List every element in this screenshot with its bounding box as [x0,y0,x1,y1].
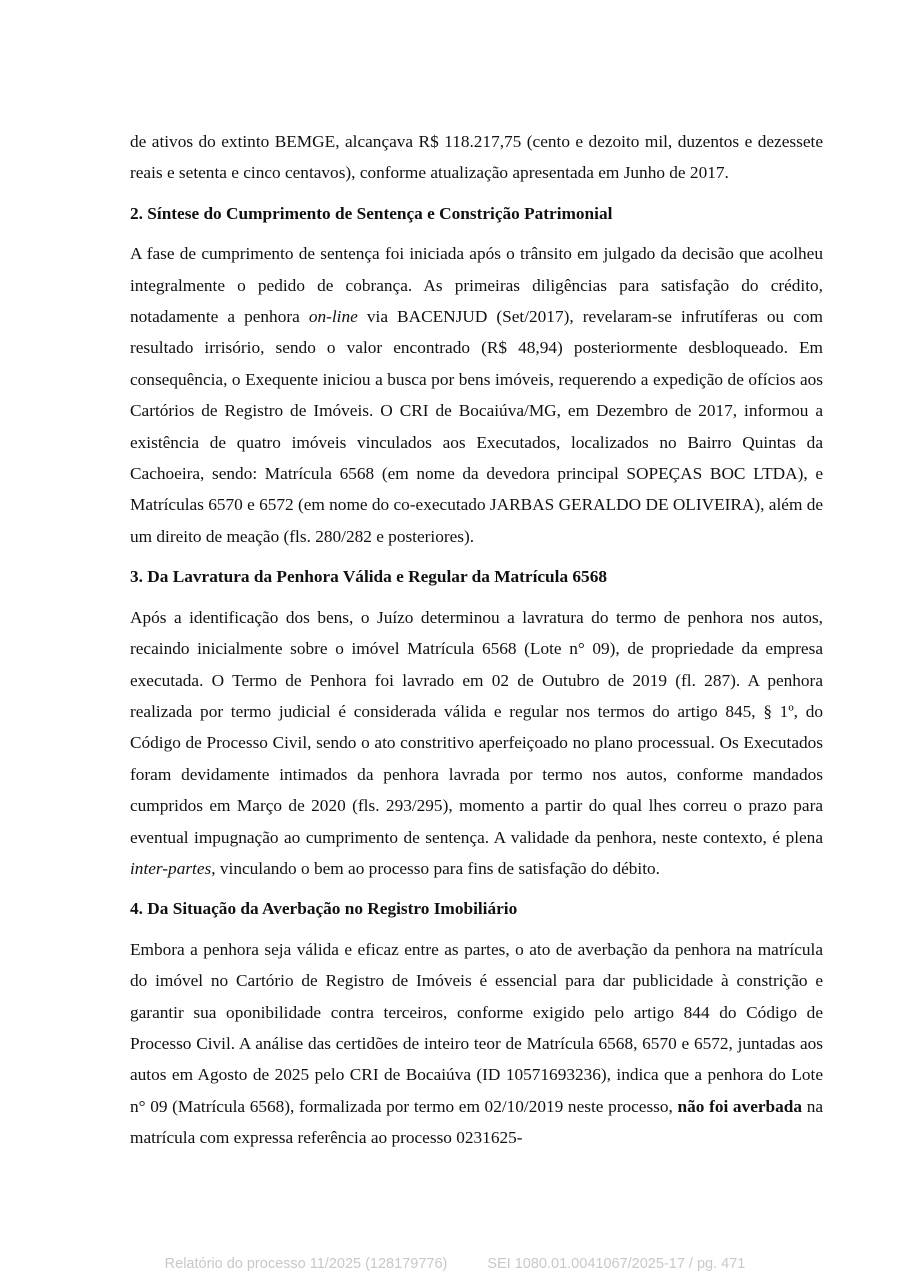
paragraph-4-text-b: na matrícula com expressa referência ao processo 0231625- [130,1096,824,1148]
paragraph-2-text-a: A fase de cumprimento de sentença foi iniciada após o trânsito em julgado da decisão que acolheu integralmente o pedido de cobrança. As primeiras diligências para satisfação do crédito, notadamente a penhora [130,244,823,327]
paragraph-1 [130,126,823,189]
paragraph-3-text-b: , vinculando o bem ao processo para fins de satisfação do débito. [211,858,660,878]
document-body [130,126,823,1163]
paragraph-3-text-a: Após a identificação dos bens, o Juízo determinou a lavratura do termo de penhora nos autos, recaindo inicialmente sobre o imóvel Matrícula 6568 (Lote n° 09), de propriedade da empresa executada. O Termo de Penhora foi lavrado em 02 de Outubro de 2019 (fl. 287). A penhora realizada por termo judicial é considerada válida e regular nos termos do artigo 845, § 1º, do Código de Processo Civil, sendo o ato constritivo aperfeiçoado no plano processual. Os Executados foram devidamente intimados da penhora lavrada por termo nos autos, conforme mandados cumpridos em Março de 2020 (fls. 293/295), momento a partir do qual lhes correu o prazo para eventual impugnação ao cumprimento de sentença. A validade da penhora, neste contexto, é plena [130,607,823,847]
paragraph-2-italic: on-line [308,307,358,327]
section-heading-2: 2. Síntese do Cumprimento de Sentença e Constrição Patrimonial [130,203,613,223]
paragraph-4-bold: não foi averbada [677,1096,803,1116]
paragraph-4 [130,934,823,1154]
paragraph-1-text: de ativos do extinto BEMGE, alcançava R$ 118.217,75 (cento e dezoito mil, duzentos e dezessete reais e setenta e cinco centavos), conforme atualização apresentada em Junho de 2017. [130,132,823,183]
paragraph-2 [130,238,823,552]
section-heading-3: 3. Da Lavratura da Penhora Válida e Regular da Matrícula 6568 [130,567,607,587]
section-heading-4: 4. Da Situação da Averbação no Registro Imobiliário [130,899,518,919]
paragraph-2-text-b: via BACENJUD (Set/2017), revelaram-se infrutíferas ou com resultado irrisório, sendo o valor encontrado (R$ 48,94) posteriormente desbloqueado. Em consequência, o Exequente iniciou a busca por bens imóveis, requerendo a expedição de ofícios aos Cartórios de Registro de Imóveis. O CRI de Bocaiúva/MG, em Dezembro de 2017, informou a existência de quatro imóveis vinculados aos Executados, localizados no Bairro Quintas da Cachoeira, sendo: Matrícula 6568 (em nome da devedora principal SOPEÇAS BOC LTDA), e Matrículas 6570 e 6572 (em nome do co-executado JARBAS GERALDO DE OLIVEIRA), além de um direito de meação (fls. 280/282 e posteriores). [130,307,824,546]
paragraph-3 [130,602,823,885]
paragraph-4-text-a: Embora a penhora seja válida e eficaz entre as partes, o ato de averbação da penhora na matrícula do imóvel no Cartório de Registro de Imóveis é essencial para dar publicidade à constrição e garantir sua oponibilidade contra terceiros, conforme exigido pelo artigo 844 do Código de Processo Civil. A análise das certidões de inteiro teor de Matrícula 6568, 6570 e 6572, juntadas aos autos em Agosto de 2025 pelo CRI de Bocaiúva (ID 10571693236), indica que a penhora do Lote n° 09 (Matrícula 6568), formalizada por termo em 02/10/2019 neste processo, [130,939,823,1116]
page-footer [0,1256,910,1272]
footer-report-reference: Relatório do processo 11/2025 (128179776) [164,1256,448,1272]
paragraph-3-italic: inter-partes [130,858,212,878]
footer-sei-reference: SEI 1080.01.0041067/2025-17 / pg. 471 [487,1256,746,1272]
